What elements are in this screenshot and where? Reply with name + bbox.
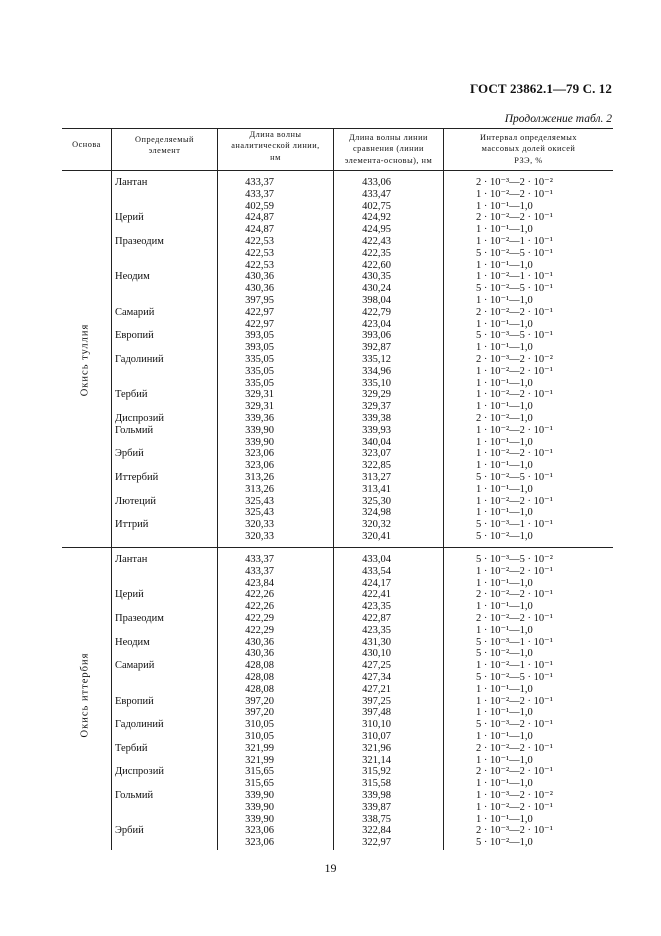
analytical-wavelength: 422,53 — [245, 236, 274, 247]
analytical-wavelength: 428,08 — [245, 660, 274, 672]
comparison-wavelength: 397,48 — [362, 707, 391, 719]
section-divider-rule — [62, 547, 613, 548]
analytical-wavelength: 329,31 — [245, 389, 274, 401]
comparison-wavelength: 321,96 — [362, 742, 391, 754]
analytical-wavelength: 320,33 — [245, 519, 274, 531]
base-label-thulium-oxide: Окись туллия — [79, 323, 91, 397]
analytical-wavelength: 430,36 — [245, 636, 274, 648]
comparison-wavelength: 393,06 — [362, 330, 391, 342]
analytical-wavelength: 325,43 — [245, 507, 274, 519]
header-bottom-rule — [62, 170, 613, 171]
comparison-wavelength: 329,29 — [362, 389, 391, 401]
concentration-interval: 1 · 10⁻¹—1,0 — [476, 295, 533, 306]
concentration-interval: 1 · 10⁻¹—1,0 — [476, 460, 533, 472]
element-name: Неодим — [115, 271, 150, 283]
concentration-interval: 1 · 10⁻²—2 · 10⁻¹ — [476, 801, 553, 813]
element-name: Гадолиний — [115, 719, 164, 731]
comparison-wavelength: 339,93 — [362, 424, 391, 436]
analytical-wavelength: 397,20 — [245, 707, 274, 719]
concentration-interval: 1 · 10⁻¹—1,0 — [476, 778, 533, 790]
analytical-wavelength: 397,20 — [245, 695, 274, 707]
comparison-wavelength: 325,30 — [362, 495, 391, 507]
comparison-wavelength: 402,75 — [362, 200, 391, 212]
analytical-wavelength: 422,97 — [245, 318, 274, 330]
comparison-wavelength: 427,21 — [362, 683, 391, 695]
comparison-wavelength: 321,14 — [362, 754, 391, 766]
comparison-wavelength: 423,35 — [362, 601, 391, 613]
analytical-wavelength: 339,90 — [245, 801, 274, 813]
comparison-wavelength: 423,35 — [362, 624, 391, 636]
column-rule — [217, 128, 218, 850]
element-name: Самарий — [115, 660, 155, 672]
analytical-wavelength: 430,36 — [245, 271, 274, 283]
table-continuation-label: Продолжение табл. 2 — [504, 113, 612, 125]
analytical-wavelength: 329,31 — [245, 401, 274, 413]
concentration-interval: 5 · 10⁻²—5 · 10⁻¹ — [476, 472, 553, 483]
comparison-wavelength: 430,35 — [362, 271, 391, 283]
concentration-interval: 1 · 10⁻¹—1,0 — [476, 224, 533, 236]
comparison-wavelength: 334,96 — [362, 365, 391, 377]
analytical-wavelength: 422,53 — [245, 259, 274, 271]
element-name: Иттербий — [115, 472, 159, 483]
comparison-wavelength: 433,47 — [362, 188, 391, 200]
element-name: Церий — [115, 589, 144, 601]
concentration-interval: 1 · 10⁻¹—1,0 — [476, 436, 533, 448]
element-name: Гадолиний — [115, 354, 164, 365]
column-rule — [111, 128, 112, 850]
comparison-wavelength: 315,58 — [362, 778, 391, 790]
concentration-interval: 2 · 10⁻³—2 · 10⁻¹ — [476, 825, 553, 837]
concentration-interval: 1 · 10⁻²—1 · 10⁻¹ — [476, 660, 553, 672]
concentration-interval: 5 · 10⁻²—5 · 10⁻¹ — [476, 247, 553, 259]
analytical-wavelength: 422,26 — [245, 589, 274, 601]
analytical-wavelength: 430,36 — [245, 648, 274, 660]
comparison-wavelength: 422,43 — [362, 236, 391, 247]
concentration-interval: 1 · 10⁻¹—1,0 — [476, 401, 533, 413]
comparison-wavelength: 430,10 — [362, 648, 391, 660]
column-header-comparison-line: Длина волны линии сравнения (линии элемента-основы), нм — [344, 133, 433, 165]
comparison-wavelength: 430,24 — [362, 283, 391, 295]
analytical-wavelength: 393,05 — [245, 330, 274, 342]
column-header-interval: Интервал определяемых массовых долей окисей РЗЭ, % — [480, 133, 577, 165]
concentration-interval: 1 · 10⁻¹—1,0 — [476, 577, 533, 589]
analytical-wavelength: 428,08 — [245, 683, 274, 695]
analytical-wavelength: 430,36 — [245, 283, 274, 295]
concentration-interval: 5 · 10⁻³—1 · 10⁻¹ — [476, 636, 553, 648]
concentration-interval: 2 · 10⁻²—2 · 10⁻¹ — [476, 306, 553, 318]
analytical-wavelength: 315,65 — [245, 766, 274, 778]
analytical-wavelength: 339,90 — [245, 790, 274, 801]
analytical-wavelength: 310,05 — [245, 731, 274, 742]
concentration-interval: 2 · 10⁻³—2 · 10⁻² — [476, 177, 553, 188]
concentration-interval: 1 · 10⁻²—2 · 10⁻¹ — [476, 424, 553, 436]
comparison-wavelength: 339,98 — [362, 790, 391, 801]
concentration-interval: 1 · 10⁻¹—1,0 — [476, 318, 533, 330]
concentration-interval: 1 · 10⁻²—2 · 10⁻¹ — [476, 389, 553, 401]
analytical-wavelength: 422,53 — [245, 247, 274, 259]
concentration-interval: 1 · 10⁻¹—1,0 — [476, 754, 533, 766]
comparison-wavelength: 313,41 — [362, 483, 391, 495]
concentration-interval: 2 · 10⁻²—2 · 10⁻¹ — [476, 212, 553, 224]
concentration-interval: 1 · 10⁻¹—1,0 — [476, 342, 533, 354]
analytical-wavelength: 433,37 — [245, 565, 274, 577]
concentration-interval: 5 · 10⁻³—2 · 10⁻¹ — [476, 719, 553, 731]
concentration-interval: 5 · 10⁻²—5 · 10⁻¹ — [476, 672, 553, 683]
concentration-interval: 1 · 10⁻¹—1,0 — [476, 601, 533, 613]
comparison-wavelength: 423,04 — [362, 318, 391, 330]
comparison-wavelength: 397,25 — [362, 695, 391, 707]
document-header: ГОСТ 23862.1—79 С. 12 — [469, 81, 612, 96]
comparison-wavelength: 427,25 — [362, 660, 391, 672]
concentration-interval: 1 · 10⁻²—2 · 10⁻¹ — [476, 365, 553, 377]
comparison-wavelength: 335,10 — [362, 377, 391, 389]
concentration-interval: 1 · 10⁻²—2 · 10⁻¹ — [476, 448, 553, 460]
element-name: Тербий — [115, 742, 148, 754]
comparison-wavelength: 422,35 — [362, 247, 391, 259]
analytical-wavelength: 428,08 — [245, 672, 274, 683]
column-header-base: Основа — [72, 140, 101, 149]
analytical-wavelength: 422,97 — [245, 306, 274, 318]
element-name: Празеодим — [115, 236, 164, 247]
comparison-wavelength: 398,04 — [362, 295, 391, 306]
element-name: Европий — [115, 695, 154, 707]
analytical-wavelength: 423,84 — [245, 577, 274, 589]
concentration-interval: 1 · 10⁻¹—1,0 — [476, 707, 533, 719]
element-name: Европий — [115, 330, 154, 342]
concentration-interval: 1 · 10⁻²—1 · 10⁻¹ — [476, 236, 553, 247]
element-name: Неодим — [115, 636, 150, 648]
element-name: Церий — [115, 212, 144, 224]
analytical-wavelength: 313,26 — [245, 472, 274, 483]
comparison-wavelength: 422,41 — [362, 589, 391, 601]
element-name: Диспрозий — [115, 766, 164, 778]
analytical-wavelength: 323,06 — [245, 837, 274, 849]
column-rule — [443, 128, 444, 850]
comparison-wavelength: 324,98 — [362, 507, 391, 519]
concentration-interval: 5 · 10⁻²—1,0 — [476, 531, 533, 542]
comparison-wavelength: 329,37 — [362, 401, 391, 413]
concentration-interval: 1 · 10⁻¹—1,0 — [476, 813, 533, 825]
analytical-wavelength: 402,59 — [245, 200, 274, 212]
concentration-interval: 1 · 10⁻²—1 · 10⁻¹ — [476, 271, 553, 283]
comparison-wavelength: 323,07 — [362, 448, 391, 460]
analytical-wavelength: 339,36 — [245, 413, 274, 424]
element-name: Самарий — [115, 306, 155, 318]
comparison-wavelength: 433,54 — [362, 565, 391, 577]
comparison-wavelength: 431,30 — [362, 636, 391, 648]
page-number: 19 — [324, 861, 337, 875]
column-rule — [333, 128, 334, 850]
element-name: Лантан — [115, 554, 148, 565]
concentration-interval: 1 · 10⁻²—2 · 10⁻¹ — [476, 495, 553, 507]
comparison-wavelength: 313,27 — [362, 472, 391, 483]
concentration-interval: 5 · 10⁻²—1,0 — [476, 648, 533, 660]
analytical-wavelength: 321,99 — [245, 754, 274, 766]
analytical-wavelength: 433,37 — [245, 177, 274, 188]
column-header-analytical-line: Длина волны аналитической линии, нм — [231, 130, 320, 162]
analytical-wavelength: 422,29 — [245, 613, 274, 624]
comparison-wavelength: 335,12 — [362, 354, 391, 365]
comparison-wavelength: 340,04 — [362, 436, 391, 448]
concentration-interval: 1 · 10⁻¹—1,0 — [476, 624, 533, 636]
analytical-wavelength: 339,90 — [245, 813, 274, 825]
comparison-wavelength: 424,92 — [362, 212, 391, 224]
concentration-interval: 5 · 10⁻²—1,0 — [476, 837, 533, 849]
concentration-interval: 1 · 10⁻³—2 · 10⁻² — [476, 790, 553, 801]
element-name: Эрбий — [115, 448, 144, 460]
comparison-wavelength: 339,38 — [362, 413, 391, 424]
analytical-wavelength: 339,90 — [245, 424, 274, 436]
comparison-wavelength: 424,95 — [362, 224, 391, 236]
comparison-wavelength: 422,87 — [362, 613, 391, 624]
comparison-wavelength: 424,17 — [362, 577, 391, 589]
comparison-wavelength: 322,85 — [362, 460, 391, 472]
data-table — [62, 128, 613, 850]
concentration-interval: 1 · 10⁻¹—1,0 — [476, 200, 533, 212]
concentration-interval: 1 · 10⁻²—2 · 10⁻¹ — [476, 188, 553, 200]
concentration-interval: 5 · 10⁻³—1 · 10⁻¹ — [476, 519, 553, 531]
base-label-ytterbium-oxide: Окись иттербия — [79, 652, 91, 738]
analytical-wavelength: 424,87 — [245, 212, 274, 224]
concentration-interval: 5 · 10⁻³—5 · 10⁻² — [476, 554, 553, 565]
concentration-interval: 2 · 10⁻²—2 · 10⁻¹ — [476, 613, 553, 624]
table-top-rule — [62, 128, 613, 129]
concentration-interval: 1 · 10⁻¹—1,0 — [476, 731, 533, 742]
concentration-interval: 2 · 10⁻³—2 · 10⁻² — [476, 354, 553, 365]
element-name: Тербий — [115, 389, 148, 401]
concentration-interval: 1 · 10⁻¹—1,0 — [476, 377, 533, 389]
analytical-wavelength: 397,95 — [245, 295, 274, 306]
analytical-wavelength: 320,33 — [245, 531, 274, 542]
element-name: Диспрозий — [115, 413, 164, 424]
element-name: Гольмий — [115, 790, 154, 801]
analytical-wavelength: 335,05 — [245, 354, 274, 365]
analytical-wavelength: 433,37 — [245, 554, 274, 565]
analytical-wavelength: 335,05 — [245, 377, 274, 389]
concentration-interval: 1 · 10⁻¹—1,0 — [476, 507, 533, 519]
comparison-wavelength: 422,60 — [362, 259, 391, 271]
analytical-wavelength: 422,26 — [245, 601, 274, 613]
concentration-interval: 5 · 10⁻³—5 · 10⁻¹ — [476, 330, 553, 342]
comparison-wavelength: 422,79 — [362, 306, 391, 318]
analytical-wavelength: 325,43 — [245, 495, 274, 507]
analytical-wavelength: 335,05 — [245, 365, 274, 377]
comparison-wavelength: 433,06 — [362, 177, 391, 188]
concentration-interval: 2 · 10⁻²—2 · 10⁻¹ — [476, 766, 553, 778]
analytical-wavelength: 313,26 — [245, 483, 274, 495]
concentration-interval: 2 · 10⁻²—2 · 10⁻¹ — [476, 589, 553, 601]
analytical-wavelength: 339,90 — [245, 436, 274, 448]
comparison-wavelength: 322,97 — [362, 837, 391, 849]
element-name: Празеодим — [115, 613, 164, 624]
comparison-wavelength: 339,87 — [362, 801, 391, 813]
concentration-interval: 5 · 10⁻²—5 · 10⁻¹ — [476, 283, 553, 295]
comparison-wavelength: 433,04 — [362, 554, 391, 565]
concentration-interval: 2 · 10⁻²—1,0 — [476, 413, 533, 424]
analytical-wavelength: 424,87 — [245, 224, 274, 236]
element-name: Лютеций — [115, 495, 156, 507]
comparison-wavelength: 322,84 — [362, 825, 391, 837]
element-name: Эрбий — [115, 825, 144, 837]
analytical-wavelength: 393,05 — [245, 342, 274, 354]
comparison-wavelength: 310,10 — [362, 719, 391, 731]
comparison-wavelength: 392,87 — [362, 342, 391, 354]
concentration-interval: 1 · 10⁻²—2 · 10⁻¹ — [476, 565, 553, 577]
comparison-wavelength: 310,07 — [362, 731, 391, 742]
comparison-wavelength: 315,92 — [362, 766, 391, 778]
concentration-interval: 1 · 10⁻¹—1,0 — [476, 259, 533, 271]
comparison-wavelength: 427,34 — [362, 672, 391, 683]
analytical-wavelength: 321,99 — [245, 742, 274, 754]
concentration-interval: 1 · 10⁻¹—1,0 — [476, 483, 533, 495]
comparison-wavelength: 320,41 — [362, 531, 391, 542]
element-name: Гольмий — [115, 424, 154, 436]
element-name: Лантан — [115, 177, 148, 188]
analytical-wavelength: 323,06 — [245, 448, 274, 460]
concentration-interval: 1 · 10⁻²—2 · 10⁻¹ — [476, 695, 553, 707]
analytical-wavelength: 433,37 — [245, 188, 274, 200]
column-header-element: Определяемый элемент — [135, 135, 194, 156]
analytical-wavelength: 422,29 — [245, 624, 274, 636]
comparison-wavelength: 338,75 — [362, 813, 391, 825]
analytical-wavelength: 323,06 — [245, 825, 274, 837]
analytical-wavelength: 323,06 — [245, 460, 274, 472]
analytical-wavelength: 315,65 — [245, 778, 274, 790]
analytical-wavelength: 310,05 — [245, 719, 274, 731]
comparison-wavelength: 320,32 — [362, 519, 391, 531]
element-name: Иттрий — [115, 519, 149, 531]
concentration-interval: 1 · 10⁻¹—1,0 — [476, 683, 533, 695]
concentration-interval: 2 · 10⁻²—2 · 10⁻¹ — [476, 742, 553, 754]
